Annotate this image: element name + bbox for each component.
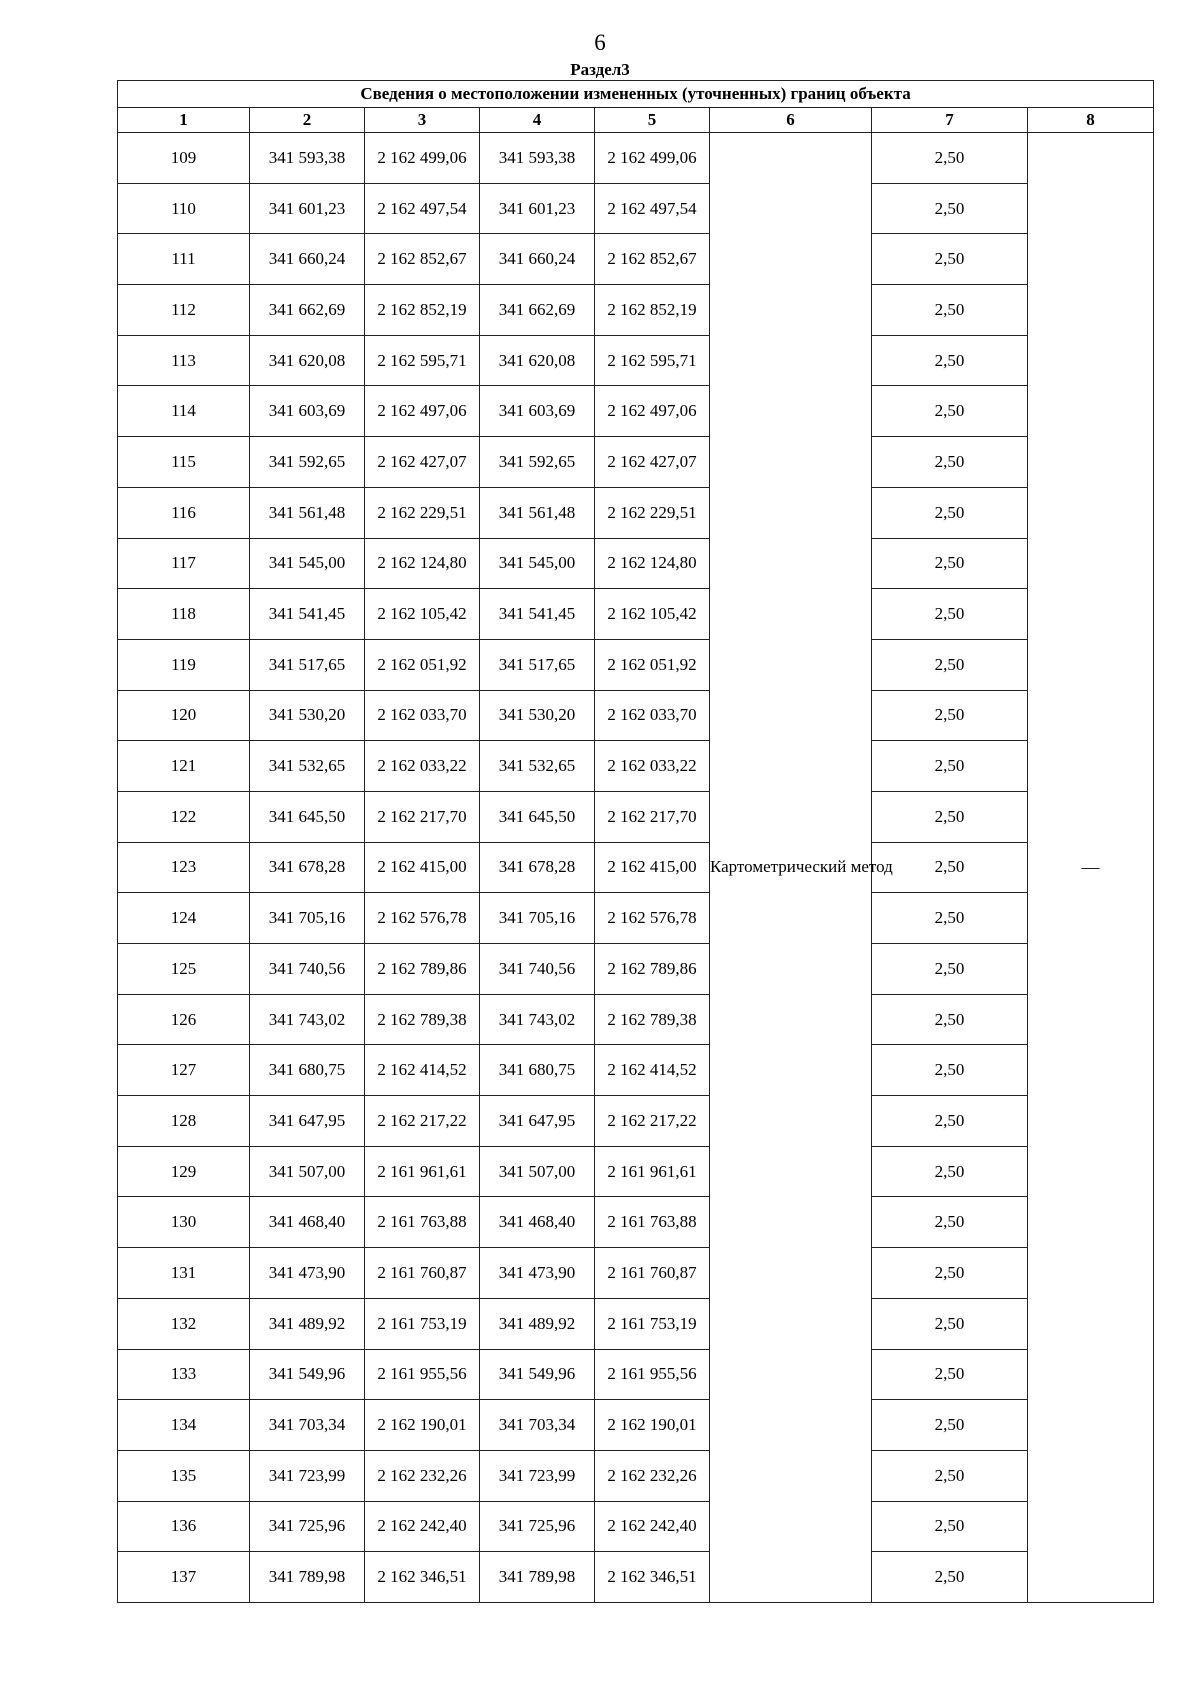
point-number-cell: 121: [118, 741, 250, 792]
x-new-cell: 341 532,65: [480, 741, 595, 792]
precision-cell: 2,50: [872, 944, 1028, 995]
x-new-cell: 341 723,99: [480, 1450, 595, 1501]
y-existing-cell: 2 162 217,22: [365, 1096, 480, 1147]
point-number-cell: 109: [118, 133, 250, 184]
point-number-cell: 131: [118, 1248, 250, 1299]
y-existing-cell: 2 161 763,88: [365, 1197, 480, 1248]
table-row: [118, 1501, 1154, 1552]
precision-cell: 2,50: [872, 589, 1028, 640]
x-existing-cell: 341 489,92: [250, 1298, 365, 1349]
precision-cell: 2,50: [872, 1450, 1028, 1501]
table-row: [118, 741, 1154, 792]
point-number-cell: 126: [118, 994, 250, 1045]
table-row: [118, 1298, 1154, 1349]
y-existing-cell: 2 162 033,22: [365, 741, 480, 792]
y-existing-cell: 2 162 124,80: [365, 538, 480, 589]
precision-cell: 2,50: [872, 1552, 1028, 1603]
precision-cell: 2,50: [872, 741, 1028, 792]
x-existing-cell: 341 601,23: [250, 183, 365, 234]
point-number-cell: 113: [118, 335, 250, 386]
y-existing-cell: 2 162 414,52: [365, 1045, 480, 1096]
y-new-cell: 2 162 789,38: [595, 994, 710, 1045]
y-existing-cell: 2 161 760,87: [365, 1248, 480, 1299]
precision-cell: 2,50: [872, 994, 1028, 1045]
table-row: [118, 1146, 1154, 1197]
x-existing-cell: 341 725,96: [250, 1501, 365, 1552]
table-row: [118, 234, 1154, 285]
y-new-cell: 2 162 576,78: [595, 893, 710, 944]
x-new-cell: 341 789,98: [480, 1552, 595, 1603]
point-number-cell: 116: [118, 487, 250, 538]
precision-cell: 2,50: [872, 386, 1028, 437]
point-number-cell: 125: [118, 944, 250, 995]
y-existing-cell: 2 162 051,92: [365, 639, 480, 690]
x-existing-cell: 341 532,65: [250, 741, 365, 792]
y-existing-cell: 2 162 217,70: [365, 791, 480, 842]
table-row: [118, 1197, 1154, 1248]
precision-cell: 2,50: [872, 791, 1028, 842]
table-row: [118, 1450, 1154, 1501]
x-existing-cell: 341 703,34: [250, 1400, 365, 1451]
y-new-cell: 2 162 190,01: [595, 1400, 710, 1451]
y-existing-cell: 2 162 105,42: [365, 589, 480, 640]
column-number-8: 8: [1028, 108, 1154, 133]
point-number-cell: 120: [118, 690, 250, 741]
x-existing-cell: 341 530,20: [250, 690, 365, 741]
x-existing-cell: 341 740,56: [250, 944, 365, 995]
y-new-cell: 2 162 346,51: [595, 1552, 710, 1603]
x-new-cell: 341 473,90: [480, 1248, 595, 1299]
column-number-1: 1: [118, 108, 250, 133]
point-number-cell: 123: [118, 842, 250, 893]
x-existing-cell: 341 645,50: [250, 791, 365, 842]
y-existing-cell: 2 162 789,86: [365, 944, 480, 995]
y-new-cell: 2 162 497,54: [595, 183, 710, 234]
y-new-cell: 2 162 217,70: [595, 791, 710, 842]
y-existing-cell: 2 162 232,26: [365, 1450, 480, 1501]
x-new-cell: 341 662,69: [480, 285, 595, 336]
x-new-cell: 341 703,34: [480, 1400, 595, 1451]
precision-cell: 2,50: [872, 1197, 1028, 1248]
precision-cell: 2,50: [872, 183, 1028, 234]
x-existing-cell: 341 603,69: [250, 386, 365, 437]
column-number-6: 6: [710, 108, 872, 133]
precision-cell: 2,50: [872, 1248, 1028, 1299]
table-row: [118, 487, 1154, 538]
table-row: [118, 285, 1154, 336]
precision-cell: 2,50: [872, 1400, 1028, 1451]
table-row: [118, 842, 1154, 893]
table-row: [118, 437, 1154, 488]
x-existing-cell: 341 545,00: [250, 538, 365, 589]
table-row: [118, 589, 1154, 640]
table-row: [118, 183, 1154, 234]
x-new-cell: 341 743,02: [480, 994, 595, 1045]
precision-cell: 2,50: [872, 842, 1028, 893]
x-existing-cell: 341 473,90: [250, 1248, 365, 1299]
x-existing-cell: 341 647,95: [250, 1096, 365, 1147]
x-new-cell: 341 530,20: [480, 690, 595, 741]
point-number-cell: 130: [118, 1197, 250, 1248]
precision-cell: 2,50: [872, 1045, 1028, 1096]
point-number-cell: 117: [118, 538, 250, 589]
column-8-cell: —: [1028, 133, 1154, 1603]
x-new-cell: 341 541,45: [480, 589, 595, 640]
y-existing-cell: 2 162 852,19: [365, 285, 480, 336]
y-new-cell: 2 161 760,87: [595, 1248, 710, 1299]
x-new-cell: 341 740,56: [480, 944, 595, 995]
y-new-cell: 2 162 217,22: [595, 1096, 710, 1147]
table-row: [118, 1349, 1154, 1400]
x-new-cell: 341 660,24: [480, 234, 595, 285]
y-existing-cell: 2 162 229,51: [365, 487, 480, 538]
table-row: [118, 133, 1154, 184]
precision-cell: 2,50: [872, 1501, 1028, 1552]
y-new-cell: 2 162 124,80: [595, 538, 710, 589]
y-existing-cell: 2 162 789,38: [365, 994, 480, 1045]
y-existing-cell: 2 161 955,56: [365, 1349, 480, 1400]
x-existing-cell: 341 680,75: [250, 1045, 365, 1096]
point-number-cell: 136: [118, 1501, 250, 1552]
y-existing-cell: 2 161 961,61: [365, 1146, 480, 1197]
column-number-4: 4: [480, 108, 595, 133]
x-existing-cell: 341 660,24: [250, 234, 365, 285]
y-new-cell: 2 162 051,92: [595, 639, 710, 690]
x-new-cell: 341 468,40: [480, 1197, 595, 1248]
column-number-2: 2: [250, 108, 365, 133]
point-number-cell: 135: [118, 1450, 250, 1501]
y-new-cell: 2 162 497,06: [595, 386, 710, 437]
y-existing-cell: 2 162 595,71: [365, 335, 480, 386]
column-number-3: 3: [365, 108, 480, 133]
y-new-cell: 2 162 033,70: [595, 690, 710, 741]
x-new-cell: 341 507,00: [480, 1146, 595, 1197]
precision-cell: 2,50: [872, 487, 1028, 538]
precision-cell: 2,50: [872, 437, 1028, 488]
precision-cell: 2,50: [872, 234, 1028, 285]
point-number-cell: 127: [118, 1045, 250, 1096]
x-existing-cell: 341 541,45: [250, 589, 365, 640]
x-new-cell: 341 725,96: [480, 1501, 595, 1552]
y-new-cell: 2 162 414,52: [595, 1045, 710, 1096]
x-new-cell: 341 592,65: [480, 437, 595, 488]
table-row: [118, 538, 1154, 589]
table-row: [118, 690, 1154, 741]
point-number-cell: 124: [118, 893, 250, 944]
x-existing-cell: 341 561,48: [250, 487, 365, 538]
x-new-cell: 341 680,75: [480, 1045, 595, 1096]
x-new-cell: 341 517,65: [480, 639, 595, 690]
point-number-cell: 112: [118, 285, 250, 336]
x-existing-cell: 341 507,00: [250, 1146, 365, 1197]
x-new-cell: 341 645,50: [480, 791, 595, 842]
precision-cell: 2,50: [872, 639, 1028, 690]
method-cell: Картометрический метод: [710, 133, 872, 1603]
page-number: 6: [594, 30, 606, 55]
precision-cell: 2,50: [872, 690, 1028, 741]
y-new-cell: 2 161 763,88: [595, 1197, 710, 1248]
table-row: [118, 994, 1154, 1045]
x-new-cell: 341 549,96: [480, 1349, 595, 1400]
precision-cell: 2,50: [872, 893, 1028, 944]
y-existing-cell: 2 162 499,06: [365, 133, 480, 184]
y-new-cell: 2 161 961,61: [595, 1146, 710, 1197]
table-row: [118, 639, 1154, 690]
x-existing-cell: 341 789,98: [250, 1552, 365, 1603]
table-row: [118, 335, 1154, 386]
y-existing-cell: 2 162 242,40: [365, 1501, 480, 1552]
y-new-cell: 2 162 595,71: [595, 335, 710, 386]
table-row: [118, 1400, 1154, 1451]
y-existing-cell: 2 162 576,78: [365, 893, 480, 944]
precision-cell: 2,50: [872, 1146, 1028, 1197]
y-new-cell: 2 162 415,00: [595, 842, 710, 893]
point-number-cell: 132: [118, 1298, 250, 1349]
x-new-cell: 341 601,23: [480, 183, 595, 234]
x-existing-cell: 341 723,99: [250, 1450, 365, 1501]
y-new-cell: 2 162 427,07: [595, 437, 710, 488]
y-new-cell: 2 162 789,86: [595, 944, 710, 995]
point-number-cell: 115: [118, 437, 250, 488]
y-new-cell: 2 161 753,19: [595, 1298, 710, 1349]
point-number-cell: 118: [118, 589, 250, 640]
column-number-5: 5: [595, 108, 710, 133]
point-number-cell: 128: [118, 1096, 250, 1147]
table-row: [118, 791, 1154, 842]
point-number-cell: 122: [118, 791, 250, 842]
x-existing-cell: 341 662,69: [250, 285, 365, 336]
x-new-cell: 341 545,00: [480, 538, 595, 589]
y-existing-cell: 2 162 497,06: [365, 386, 480, 437]
y-existing-cell: 2 161 753,19: [365, 1298, 480, 1349]
point-number-cell: 114: [118, 386, 250, 437]
y-existing-cell: 2 162 427,07: [365, 437, 480, 488]
x-new-cell: 341 620,08: [480, 335, 595, 386]
precision-cell: 2,50: [872, 133, 1028, 184]
y-existing-cell: 2 162 852,67: [365, 234, 480, 285]
precision-cell: 2,50: [872, 285, 1028, 336]
x-existing-cell: 341 743,02: [250, 994, 365, 1045]
y-existing-cell: 2 162 497,54: [365, 183, 480, 234]
table-caption: Сведения о местоположении измененных (уточненных) границ объекта: [118, 81, 1154, 108]
table-row: [118, 893, 1154, 944]
y-existing-cell: 2 162 415,00: [365, 842, 480, 893]
point-number-cell: 111: [118, 234, 250, 285]
precision-cell: 2,50: [872, 335, 1028, 386]
point-number-cell: 134: [118, 1400, 250, 1451]
y-new-cell: 2 162 033,22: [595, 741, 710, 792]
point-number-cell: 110: [118, 183, 250, 234]
x-new-cell: 341 647,95: [480, 1096, 595, 1147]
boundary-coordinates-table: [117, 80, 1154, 1603]
x-new-cell: 341 705,16: [480, 893, 595, 944]
precision-cell: 2,50: [872, 538, 1028, 589]
x-existing-cell: 341 517,65: [250, 639, 365, 690]
point-number-cell: 137: [118, 1552, 250, 1603]
x-existing-cell: 341 678,28: [250, 842, 365, 893]
table-row: [118, 386, 1154, 437]
x-existing-cell: 341 592,65: [250, 437, 365, 488]
point-number-cell: 129: [118, 1146, 250, 1197]
table-row: [118, 1248, 1154, 1299]
x-existing-cell: 341 620,08: [250, 335, 365, 386]
x-new-cell: 341 678,28: [480, 842, 595, 893]
y-new-cell: 2 162 499,06: [595, 133, 710, 184]
x-existing-cell: 341 593,38: [250, 133, 365, 184]
table-row: [118, 1552, 1154, 1603]
y-new-cell: 2 162 242,40: [595, 1501, 710, 1552]
y-new-cell: 2 162 852,67: [595, 234, 710, 285]
x-existing-cell: 341 705,16: [250, 893, 365, 944]
table-row: [118, 944, 1154, 995]
y-new-cell: 2 162 229,51: [595, 487, 710, 538]
x-new-cell: 341 489,92: [480, 1298, 595, 1349]
point-number-cell: 119: [118, 639, 250, 690]
table-row: [118, 1096, 1154, 1147]
table-row: [118, 1045, 1154, 1096]
y-new-cell: 2 162 105,42: [595, 589, 710, 640]
y-new-cell: 2 162 852,19: [595, 285, 710, 336]
x-new-cell: 341 603,69: [480, 386, 595, 437]
x-new-cell: 341 593,38: [480, 133, 595, 184]
precision-cell: 2,50: [872, 1096, 1028, 1147]
x-new-cell: 341 561,48: [480, 487, 595, 538]
y-new-cell: 2 161 955,56: [595, 1349, 710, 1400]
y-existing-cell: 2 162 346,51: [365, 1552, 480, 1603]
y-existing-cell: 2 162 190,01: [365, 1400, 480, 1451]
column-number-7: 7: [872, 108, 1028, 133]
section-title: Раздел3: [570, 60, 630, 79]
y-new-cell: 2 162 232,26: [595, 1450, 710, 1501]
precision-cell: 2,50: [872, 1349, 1028, 1400]
precision-cell: 2,50: [872, 1298, 1028, 1349]
x-existing-cell: 341 468,40: [250, 1197, 365, 1248]
x-existing-cell: 341 549,96: [250, 1349, 365, 1400]
point-number-cell: 133: [118, 1349, 250, 1400]
y-existing-cell: 2 162 033,70: [365, 690, 480, 741]
